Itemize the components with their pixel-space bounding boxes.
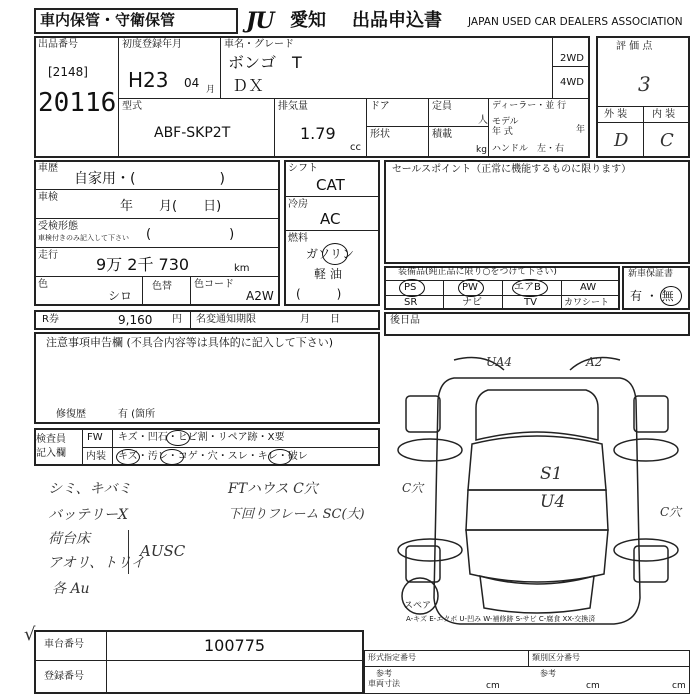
equip-airbag: エアB bbox=[514, 282, 541, 293]
recycle-unit: 円 bbox=[172, 314, 182, 325]
diagram-s1: S1 bbox=[540, 464, 563, 484]
car-grade: ＤＸ bbox=[232, 76, 265, 95]
inspection-label: 車検 bbox=[38, 192, 58, 203]
chassis-label: 車台番号 bbox=[44, 639, 84, 650]
note-battery: バッテリーX bbox=[48, 507, 128, 523]
diagram-ua4: UA4 bbox=[486, 355, 513, 369]
fuel-light: 軽 油 bbox=[314, 267, 342, 281]
note-ausc: AUSC bbox=[140, 542, 186, 560]
tax-due-label: 名変通知期限 bbox=[196, 314, 256, 325]
note-bed: 荷台床 bbox=[48, 531, 90, 547]
exterior-label: 外 装 bbox=[604, 109, 628, 120]
model-value: ABF-SKP2T bbox=[154, 125, 231, 141]
airbag-circle bbox=[512, 279, 548, 297]
color-value: シロ bbox=[108, 289, 133, 303]
inspector-label: 検査員 記入欄 bbox=[36, 434, 66, 459]
shape-label: 形状 bbox=[370, 129, 390, 140]
first-reg-month-unit: 月 bbox=[206, 85, 216, 95]
fw-label: FW bbox=[87, 432, 103, 443]
mileage-value: 9万 2千 730 bbox=[96, 255, 190, 274]
fw-circle bbox=[166, 430, 190, 446]
note-each: 各 Au bbox=[52, 581, 90, 597]
spec-label-1: 形式指定番号 bbox=[368, 653, 416, 662]
receipt-note: 車検付きのみ記入して下さい bbox=[38, 234, 129, 242]
pw-circle bbox=[458, 279, 484, 297]
repair-label: 修復歴 bbox=[56, 409, 86, 420]
spare-label: スペア bbox=[404, 601, 432, 611]
mileage-label: 走行 bbox=[38, 250, 58, 261]
check-mark: √ bbox=[24, 624, 36, 645]
storage-label: 車内保管・守衛保管 bbox=[40, 11, 176, 29]
repaint-label: 色替 bbox=[152, 281, 172, 292]
model-label: 型式 bbox=[122, 101, 142, 112]
displacement-unit: cc bbox=[350, 142, 361, 153]
org-name: 愛知 bbox=[290, 10, 326, 31]
fw-items: キズ・凹石・ヒビ割・リペア跡・X要 bbox=[118, 432, 285, 443]
note-stain: シミ、キバミ bbox=[48, 481, 132, 497]
spec-size-label: 車両寸法 bbox=[368, 679, 400, 688]
lot-label: 出品番号 bbox=[38, 39, 78, 50]
equip-tv: TV bbox=[524, 297, 537, 308]
capacity-label: 定員 bbox=[432, 101, 452, 112]
drive-2wd: 2WD bbox=[560, 53, 584, 64]
spec-cm-1: cm bbox=[486, 681, 500, 691]
ac-value: AC bbox=[320, 210, 341, 228]
diagram-u4: U4 bbox=[540, 492, 566, 512]
damage-legend: A-キズ E-エクボ U-凹み W-補修跡 S-サビ C-腐食 XX-交換済 bbox=[406, 615, 596, 623]
registration-label: 登録番号 bbox=[44, 671, 84, 682]
lot-bracket: [2148] bbox=[48, 65, 88, 79]
recycle-label: R券 bbox=[42, 314, 59, 325]
note-frame: 下回りフレーム SC(大) bbox=[228, 507, 365, 522]
first-reg-month: 04 bbox=[184, 76, 200, 90]
after-market-label: 後日品 bbox=[390, 315, 420, 326]
receipt-value: ( ) bbox=[146, 227, 235, 242]
grade-score: 3 bbox=[638, 72, 651, 96]
form-title: 出品申込書 bbox=[352, 10, 442, 31]
grade-label: 評 価 点 bbox=[616, 41, 653, 52]
shift-value: CAT bbox=[316, 176, 345, 194]
model-year-label: モデル 年 式 bbox=[492, 117, 519, 137]
shift-label: シフト bbox=[288, 163, 318, 174]
warranty-label: 新車保証書 bbox=[628, 269, 674, 279]
equip-navi: ナビ bbox=[462, 297, 482, 308]
int-circle-1 bbox=[116, 449, 140, 465]
equip-pw: PW bbox=[462, 282, 478, 293]
equip-ps: PS bbox=[404, 282, 417, 293]
int-items: キズ・汚レ・コゲ・穴・スレ・キレ・破レ bbox=[118, 451, 308, 462]
tax-due-value: 月 日 bbox=[300, 314, 340, 325]
notes-label: 注意事項申告欄 (不具合内容等は具体的に記入して下さい) bbox=[46, 336, 334, 349]
fuel-label: 燃料 bbox=[288, 233, 308, 244]
int-circle-2 bbox=[160, 449, 184, 465]
receipt-label: 受検形態 bbox=[38, 221, 78, 232]
vehicle-diagram bbox=[384, 340, 690, 640]
fuel-gas: ガソリン bbox=[306, 247, 355, 261]
year-unit: 年 bbox=[576, 125, 586, 135]
first-reg-year: H23 bbox=[128, 68, 169, 92]
diagram-a2: A2 bbox=[586, 355, 603, 369]
interior-grade: C bbox=[660, 130, 674, 151]
ac-label: 冷房 bbox=[288, 199, 308, 210]
color-code-value: A2W bbox=[246, 289, 274, 303]
load-unit: kg bbox=[476, 145, 487, 155]
capacity-unit: 人 bbox=[478, 115, 488, 126]
displacement-label: 排気量 bbox=[278, 101, 308, 112]
note-gate: アオリ、トリイ bbox=[48, 555, 145, 571]
repair-value: 有 (箇所 bbox=[118, 409, 156, 420]
handle-label: ハンドル 左・右 bbox=[492, 144, 565, 154]
color-label: 色 bbox=[38, 279, 48, 290]
spec-label-2: 類別区分番号 bbox=[532, 653, 580, 662]
inspection-value: 年 月( 日) bbox=[120, 199, 222, 214]
history-value: 自家用・( ) bbox=[74, 171, 225, 187]
bracket-mark bbox=[128, 530, 135, 574]
name-grade-label: 車名・グレード bbox=[224, 39, 294, 50]
diagram-c-right: C穴 bbox=[660, 505, 682, 519]
int-label: 内装 bbox=[86, 451, 106, 462]
exterior-grade: D bbox=[614, 130, 629, 151]
spec-cm-3: cm bbox=[672, 681, 686, 691]
warranty-circle bbox=[660, 286, 682, 306]
equip-aw: AW bbox=[580, 282, 597, 293]
note-ft: FTハウス C穴 bbox=[228, 481, 318, 497]
diagram-c-left: C穴 bbox=[402, 481, 424, 495]
equip-sr: SR bbox=[404, 297, 418, 308]
color-code-label: 色コード bbox=[194, 279, 234, 290]
history-label: 車歴 bbox=[38, 163, 58, 174]
ju-logo: JU bbox=[246, 8, 274, 34]
drive-4wd: 4WD bbox=[560, 77, 584, 88]
mileage-unit: km bbox=[234, 263, 250, 274]
association-name: JAPAN USED CAR DEALERS ASSOCIATION bbox=[468, 16, 683, 28]
car-name: ボンゴ T bbox=[228, 53, 302, 72]
recycle-value: 9,160 bbox=[118, 313, 153, 327]
warranty-value: 有 ・ 無 bbox=[630, 289, 674, 303]
int-circle-3 bbox=[268, 449, 292, 465]
fuel-other: ( ) bbox=[296, 287, 342, 301]
spec-ref-2: 参考 bbox=[540, 669, 556, 678]
first-reg-label: 初度登録年月 bbox=[122, 39, 182, 50]
dealer-label: ディーラー・並 行 bbox=[492, 101, 567, 111]
lot-number: 20116 bbox=[38, 88, 117, 118]
after-market-box bbox=[384, 312, 690, 336]
load-label: 積載 bbox=[432, 129, 452, 140]
sales-point-box bbox=[384, 160, 690, 264]
equipment-label: 装備品(純正品に限り○をつけて下さい) bbox=[398, 267, 557, 277]
fuel-circle bbox=[322, 243, 348, 265]
ps-circle bbox=[399, 279, 425, 297]
sales-point-label: セールスポイント（正常に機能するものに限ります） bbox=[392, 164, 632, 175]
equip-leather: カワシート bbox=[564, 298, 610, 308]
displacement-value: 1.79 bbox=[300, 124, 336, 143]
interior-label: 内 装 bbox=[652, 109, 676, 120]
spec-ref-1: 参考 bbox=[376, 669, 392, 678]
doors-label: ドア bbox=[370, 101, 390, 112]
spec-cm-2: cm bbox=[586, 681, 600, 691]
chassis-number: 100775 bbox=[204, 636, 266, 655]
